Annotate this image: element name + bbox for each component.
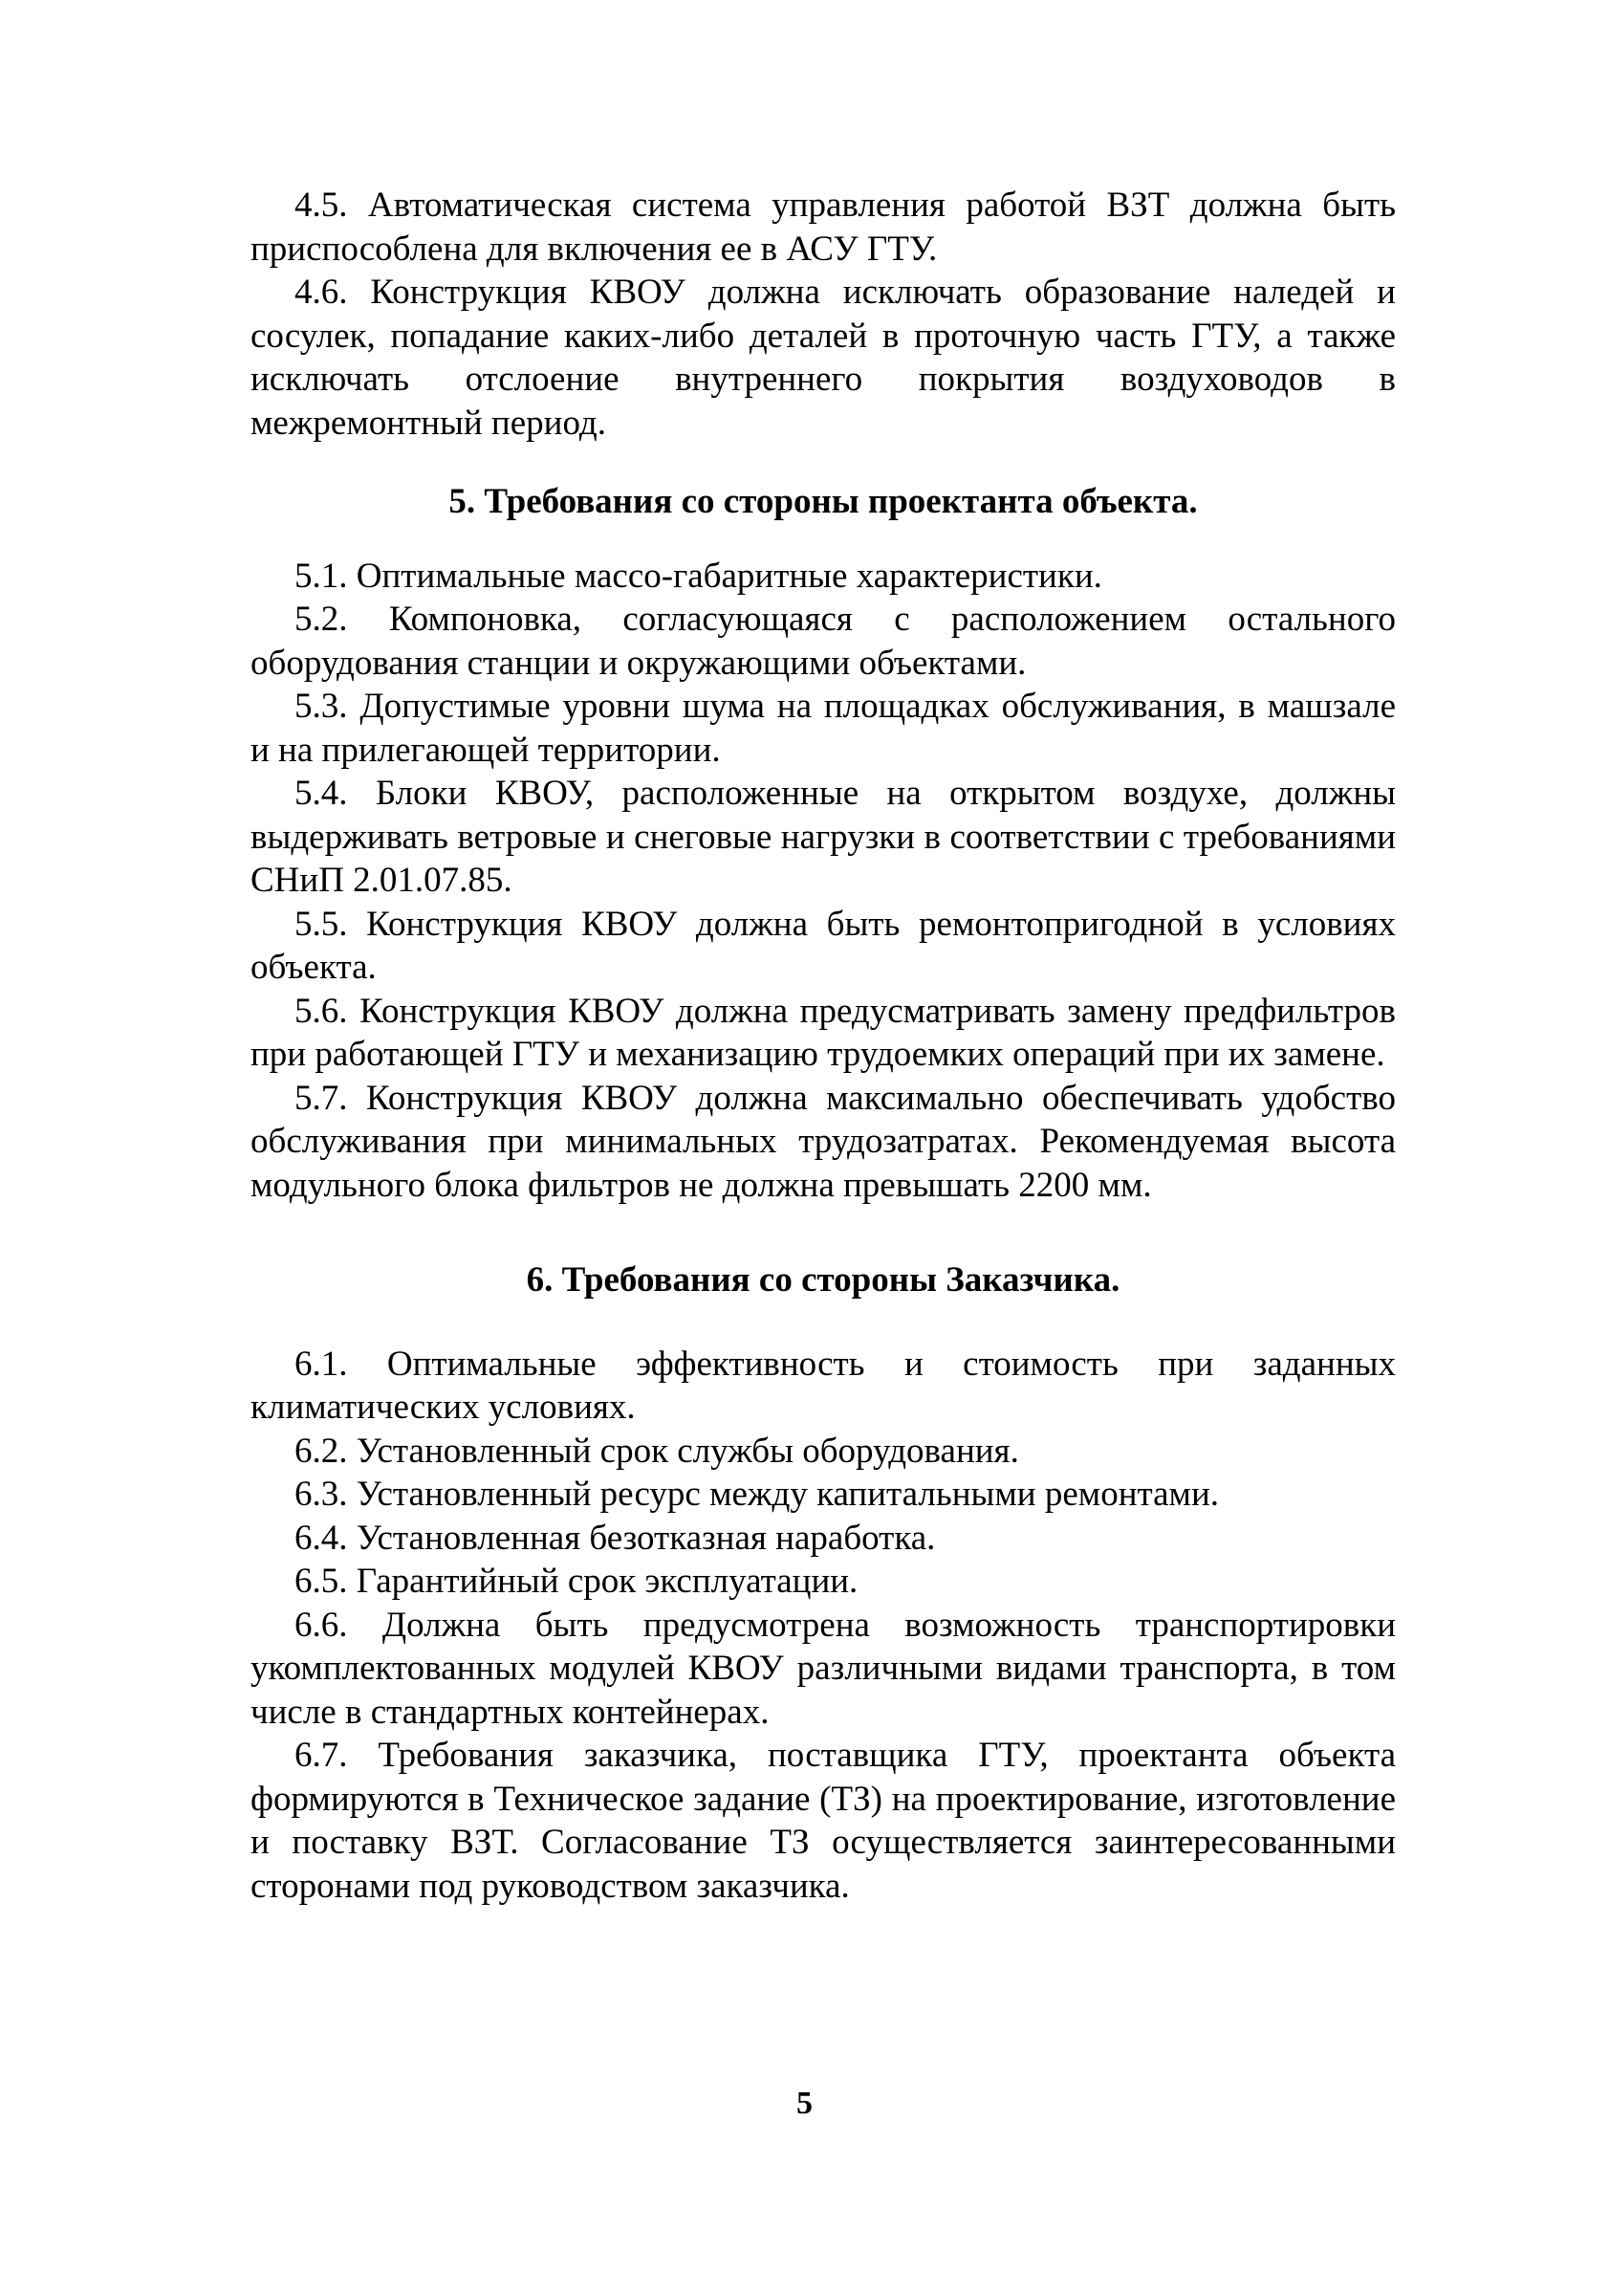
paragraph-5-3: 5.3. Допустимые уровни шума на площадках обслуживания, в машзале и на прилегающей территории. (250, 687, 1396, 770)
paragraph-6-5: 6.5. Гарантийный срок эксплуатации. (294, 1562, 859, 1601)
paragraph-6-3: 6.3. Установленный ресурс между капитальными ремонтами. (294, 1475, 1220, 1514)
document-page (250, 184, 1396, 1908)
paragraph-4-5: 4.5. Автоматическая система управления работой ВЗТ должна быть приспособлена для включения ее в АСУ ГТУ. (250, 186, 1396, 269)
paragraph-6-2: 6.2. Установленный срок службы оборудования. (294, 1431, 1019, 1471)
paragraph-5-4: 5.4. Блоки КВОУ, расположенные на открытом воздухе, должны выдерживать ветровые и снеговые нагрузки в соответствии с требованиями СНиП 2.01.07.85. (250, 774, 1396, 900)
section-5-heading: 5. Требования со стороны проектанта объекта. (448, 482, 1198, 521)
paragraph-5-5: 5.5. Конструкция КВОУ должна быть ремонтопригодной в условиях объекта. (250, 904, 1396, 987)
paragraph-4-6: 4.6. Конструкция КВОУ должна исключать образование наледей и сосулек, попадание каких-либо деталей в проточную часть ГТУ, а также исключать отслоение внутреннего покрытия воздуховодов в межремонтный период. (250, 273, 1396, 443)
paragraph-6-4: 6.4. Установленная безотказная наработка. (294, 1518, 936, 1558)
paragraph-5-2: 5.2. Компоновка, согласующаяся с расположением остального оборудования станции и окружающими объектами. (250, 600, 1396, 683)
paragraph-5-6: 5.6. Конструкция КВОУ должна предусматривать замену предфильтров при работающей ГТУ и механизацию трудоемких операций при их замене. (250, 991, 1396, 1074)
page-number: 5 (796, 2086, 813, 2121)
paragraph-5-1: 5.1. Оптимальные массо-габаритные характеристики. (294, 556, 1102, 596)
paragraph-6-7: 6.7. Требования заказчика, поставщика ГТУ, проектанта объекта формируются в Техническое задание (ТЗ) на проектирование, изготовление и поставку ВЗТ. Согласование ТЗ осуществляется заинтересованными сторонами под руководством заказчика. (250, 1736, 1396, 1906)
paragraph-6-1: 6.1. Оптимальные эффективность и стоимость при заданных климатических условиях. (250, 1344, 1396, 1427)
section-6-heading: 6. Требования со стороны Заказчика. (526, 1260, 1120, 1300)
paragraph-5-7: 5.7. Конструкция КВОУ должна максимально обеспечивать удобство обслуживания при минимальных трудозатратах. Рекомендуемая высота модульного блока фильтров не должна превышать 2200 мм. (250, 1078, 1396, 1205)
paragraph-6-6: 6.6. Должна быть предусмотрена возможность транспортировки укомплектованных модулей КВОУ различными видами транспорта, в том числе в стандартных контейнерах. (250, 1605, 1396, 1732)
